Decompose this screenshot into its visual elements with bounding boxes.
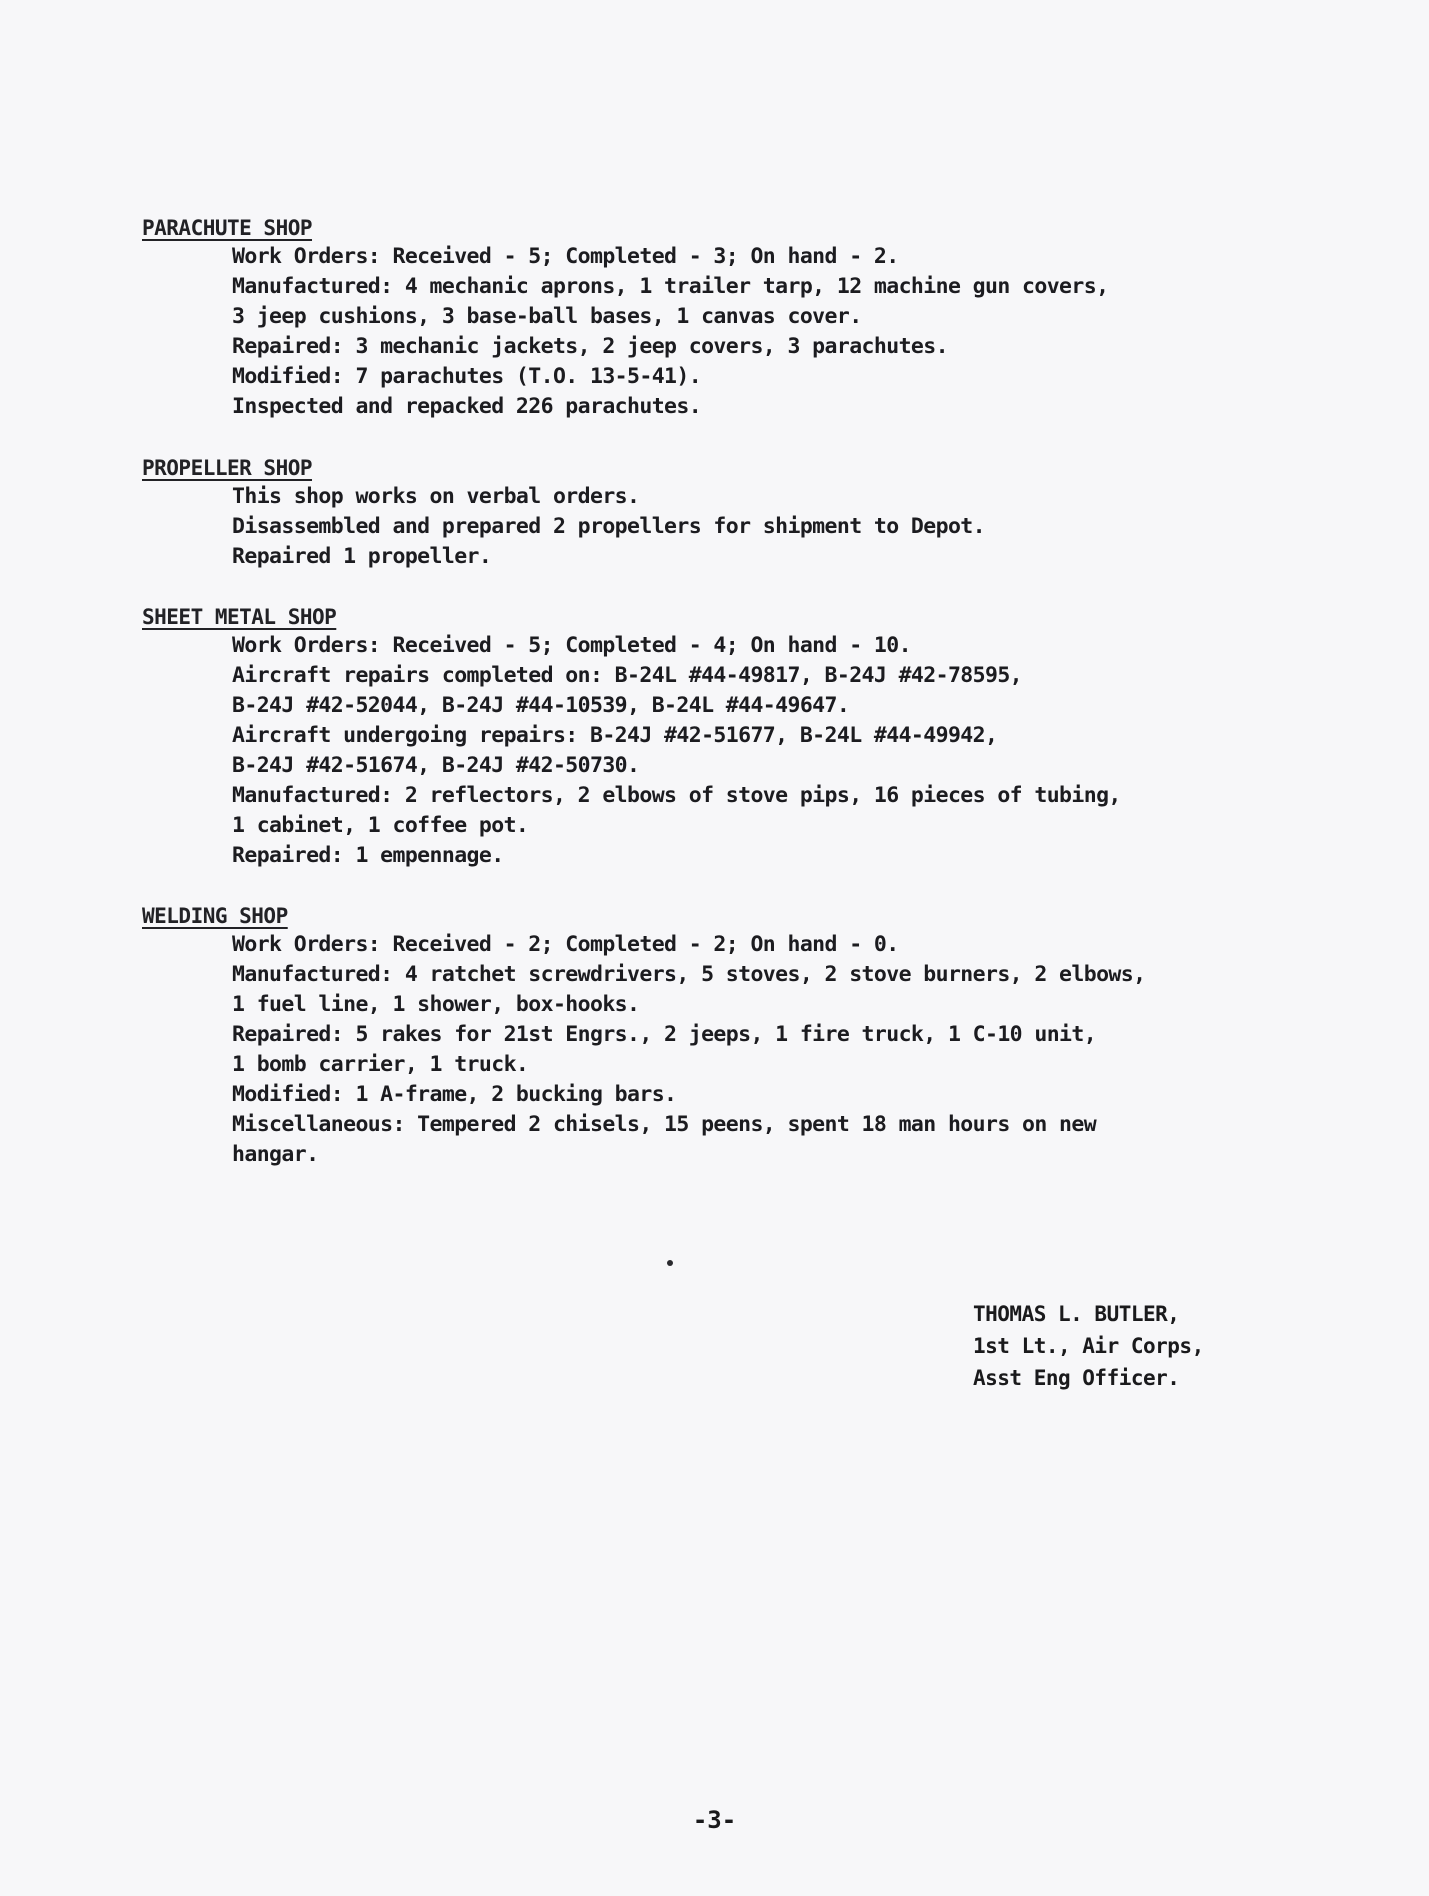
text-line: Manufactured: 2 reflectors, 2 elbows of stove pips, 16 pieces of tubing, <box>232 783 1121 808</box>
text-line: Work Orders: Received - 5; Completed - 4; On hand - 10. <box>232 633 911 658</box>
text-line: 3 jeep cushions, 3 base-ball bases, 1 canvas cover. <box>232 304 862 329</box>
section-parachute-shop <box>142 214 1362 422</box>
page-number: -3- <box>692 1806 737 1834</box>
text-line: B-24J #42-52044, B-24J #44-10539, B-24L #44-49647. <box>232 693 850 718</box>
section-title: PROPELLER SHOP <box>142 456 313 480</box>
text-line: 1 bomb carrier, 1 truck. <box>232 1052 529 1077</box>
signature-block <box>973 1298 1204 1394</box>
text-line: Modified: 7 parachutes (T.O. 13-5-41). <box>232 364 702 389</box>
text-line: This shop works on verbal orders. <box>232 484 640 509</box>
text-line: 1 cabinet, 1 coffee pot. <box>232 813 529 838</box>
text-line: 1 fuel line, 1 shower, box-hooks. <box>232 992 640 1017</box>
text-line: Repaired: 5 rakes for 21st Engrs., 2 jeeps, 1 fire truck, 1 C-10 unit, <box>232 1022 1097 1047</box>
text-line: Aircraft undergoing repairs: B-24J #42-51677, B-24L #44-49942, <box>232 723 998 748</box>
section-welding-shop <box>142 902 1362 1170</box>
section-sheet-metal-shop <box>142 603 1362 871</box>
section-title: PARACHUTE SHOP <box>142 216 313 240</box>
signature-title: Asst Eng Officer. <box>973 1366 1180 1390</box>
text-line: Disassembled and prepared 2 propellers for shipment to Depot. <box>232 514 985 539</box>
text-line: Inspected and repacked 226 parachutes. <box>232 394 702 419</box>
section-title: WELDING SHOP <box>142 904 288 928</box>
ink-speck <box>667 1260 673 1266</box>
section-propeller-shop <box>142 454 1362 572</box>
text-line: Repaired: 1 empennage. <box>232 843 504 868</box>
text-line: Manufactured: 4 ratchet screwdrivers, 5 stoves, 2 stove burners, 2 elbows, <box>232 962 1146 987</box>
signature-name: THOMAS L. BUTLER, <box>973 1302 1180 1326</box>
text-line: Work Orders: Received - 5; Completed - 3; On hand - 2. <box>232 244 899 269</box>
section-title: SHEET METAL SHOP <box>142 605 337 629</box>
text-line: Miscellaneous: Tempered 2 chisels, 15 peens, spent 18 man hours on new <box>232 1112 1097 1137</box>
text-line: Manufactured: 4 mechanic aprons, 1 trailer tarp, 12 machine gun covers, <box>232 274 1109 299</box>
text-line: Modified: 1 A-frame, 2 bucking bars. <box>232 1082 677 1107</box>
text-line: hangar. <box>232 1142 319 1167</box>
text-line: B-24J #42-51674, B-24J #42-50730. <box>232 753 640 778</box>
text-line: Aircraft repairs completed on: B-24L #44-49817, B-24J #42-78595, <box>232 663 1023 688</box>
text-line: Work Orders: Received - 2; Completed - 2; On hand - 0. <box>232 932 899 957</box>
text-line: Repaired: 3 mechanic jackets, 2 jeep covers, 3 parachutes. <box>232 334 948 359</box>
signature-rank: 1st Lt., Air Corps, <box>973 1334 1204 1358</box>
text-line: Repaired 1 propeller. <box>232 544 492 569</box>
